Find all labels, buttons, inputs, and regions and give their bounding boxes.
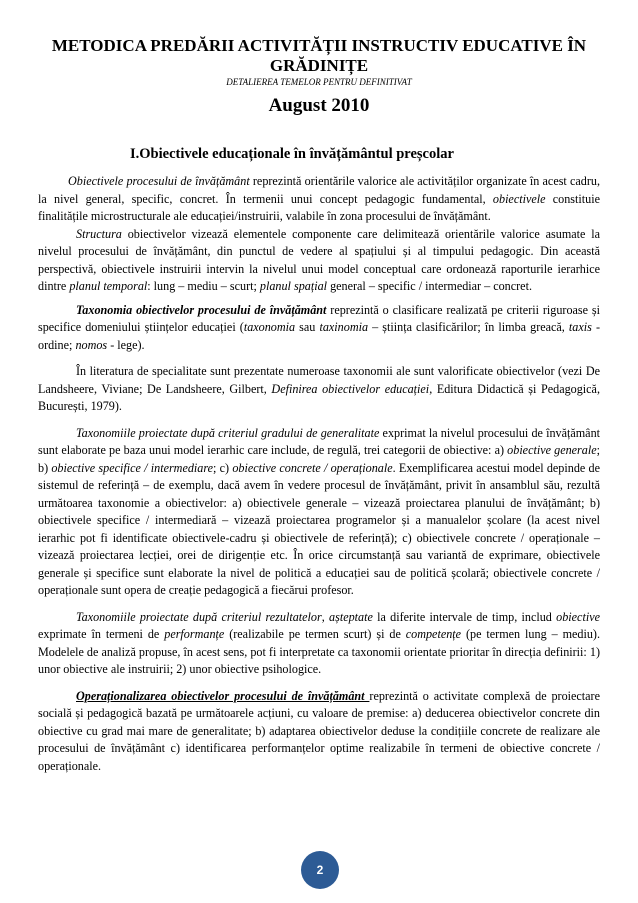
document-title: METODICA PREDĂRII ACTIVITĂȚII INSTRUCTIV EDUCATIVE ÎN GRĂDINIȚE (51, 36, 587, 75)
text-run: Definirea obiectivelor educației (271, 381, 430, 396)
text-run: , Editura Didactică și Pedagogică, București, 1979). (38, 381, 600, 413)
text-run: taxinomia (319, 320, 369, 334)
text-run: nomos (75, 337, 108, 352)
text-run: În literatura de specialitate sunt prezentate numeroase taxonomii ale sunt valorificate obiectivelor (vezi De Landsheere, Viviane; De Landsheere, Gilbert, (38, 364, 600, 396)
text-run: - lege). (107, 337, 145, 352)
text-run: Structura (76, 226, 122, 241)
text-run: obiectivele (492, 191, 546, 206)
text-run: obiective generale (507, 443, 597, 457)
text-run: planul spațial (259, 279, 328, 293)
document-page (38, 36, 600, 775)
paragraph (38, 609, 600, 679)
paragraph (38, 302, 600, 355)
text-run: obiective (556, 609, 600, 624)
document-date: August 2010 (268, 95, 370, 116)
text-run: ; b) (38, 443, 600, 475)
paragraph (38, 363, 600, 416)
text-run: Operaționalizarea obiectivelor procesului de învățământ (76, 688, 370, 703)
text-run: : lung – mediu – scurt; (147, 279, 260, 293)
paragraph (38, 425, 600, 600)
paragraph (38, 173, 600, 226)
text-run: – știința clasificărilor; în limba greacă, (368, 320, 569, 334)
text-run: constituie finalitățile microstructurale ale educației/instruirii, valabile în zona procesului de învățământ. (38, 191, 600, 223)
text-run: taxonomia (243, 320, 296, 334)
text-run: Taxonomiile proiectate după criteriul rezultatelor (76, 609, 322, 624)
section-heading: I.Obiectivele educaționale în învățământul preșcolar (130, 146, 454, 162)
text-run: , (321, 609, 330, 624)
text-run: reprezintă o clasificare realizată pe criterii riguroase și specifice domeniului științelor educației ( (38, 302, 600, 334)
text-run: - ordine; (38, 320, 600, 352)
text-run: general – specific / intermediar – concret. (327, 279, 532, 293)
text-run: sau (295, 320, 320, 334)
text-run: obiective concrete / operaționale (232, 460, 393, 475)
text-run: Taxonomiile proiectate după criteriul gradului de generalitate (76, 425, 380, 440)
text-run: obiective specifice / intermediare (51, 460, 214, 475)
text-run: . Exemplificarea acestui model depinde de sistemul de referință – de exemplu, dacă avem în vedere procesul de învățământ, privit în ansamblul său, rezultă următoarea taxonomie a obiectivelor: a) obiectivele generale – vizează proiectarea planului de învățământ; b) obiectivele specifice / intermediară – vizează proiectarea programelor și a manualelor școlare (la acest nivel ierarhic pot fi identificate obiectivele-cadru și obiectivele de referință); c) obiectivele concrete / operaționale – vizează proiectarea lecției, orei de dirigenție etc. În orice circumstanță sau variantă de exprimare, obiectivele generale și specifice sunt elaborate la nivel de politică a educației sau de politică școlară; obiectivele concrete / operaționale sunt opera de creație pedagogică a fiecărui profesor. (38, 460, 600, 597)
document-subtitle: DETALIEREA TEMELOR PENTRU DEFINITIVAT (226, 77, 412, 87)
text-run: la diferite intervale de timp, includ (372, 609, 557, 624)
paragraph (38, 688, 600, 776)
text-run: (pe termen lung – mediu). Modelele de analiză propuse, în acest sens, pot fi interpretate ca taxonomii orientate prioritar în direcția definirii: 1) unor obiective ale instruirii; 2) unor obiective psihologice. (38, 627, 600, 676)
page-number-badge: 2 (301, 851, 339, 889)
text-run: planul temporal (69, 279, 148, 293)
text-run: exprimate în termeni de (38, 627, 165, 641)
text-run: taxis (568, 320, 592, 334)
text-run: Obiectivele procesului de învățământ (68, 174, 250, 188)
text-run: obiectivelor vizează elementele componente care delimitează orientările valorice asumate la nivelul procesului de învățământ, din punctul de vedere al spațiului și al timpului pedagogic. Din această perspectivă, obiectivele instruirii intervin la nivelul unui model conceptual care ordonează raporturile ierarhice dintre (38, 226, 600, 293)
text-run: ; c) (213, 460, 233, 475)
text-run: așteptate (329, 609, 373, 624)
text-run: Taxonomia obiectivelor procesului de învățământ (76, 302, 327, 317)
text-run: reprezintă o activitate complexă de proiectare socială și pedagogică bazată pe următoarele acțiuni, cu valoare de premise: a) deducerea obiectivelor concrete din obiective cu grad mai mare de generalitate; b) adaptarea obiectivelor deduse la condițiile concrete de realizare ale procesului de învățământ c) identificarea performanțelor optime realizabile în termeni de obiective concrete / operaționale. (38, 688, 600, 773)
text-run: exprimat la nivelul procesului de învățământ sunt elaborate pe baza unui model ierarhic care include, de regulă, trei categorii de obiective: a) (38, 425, 601, 457)
text-run: performanțe (164, 627, 225, 641)
text-run: (realizabile pe termen scurt) și de (224, 627, 406, 641)
text-run: reprezintă orientările valorice ale activităților organizate în acest cadru, la nivel general, specific, concret. În termenii unui concept pedagogic fundamental, (38, 174, 600, 206)
text-run: competențe (405, 627, 462, 641)
paragraph (38, 226, 600, 296)
